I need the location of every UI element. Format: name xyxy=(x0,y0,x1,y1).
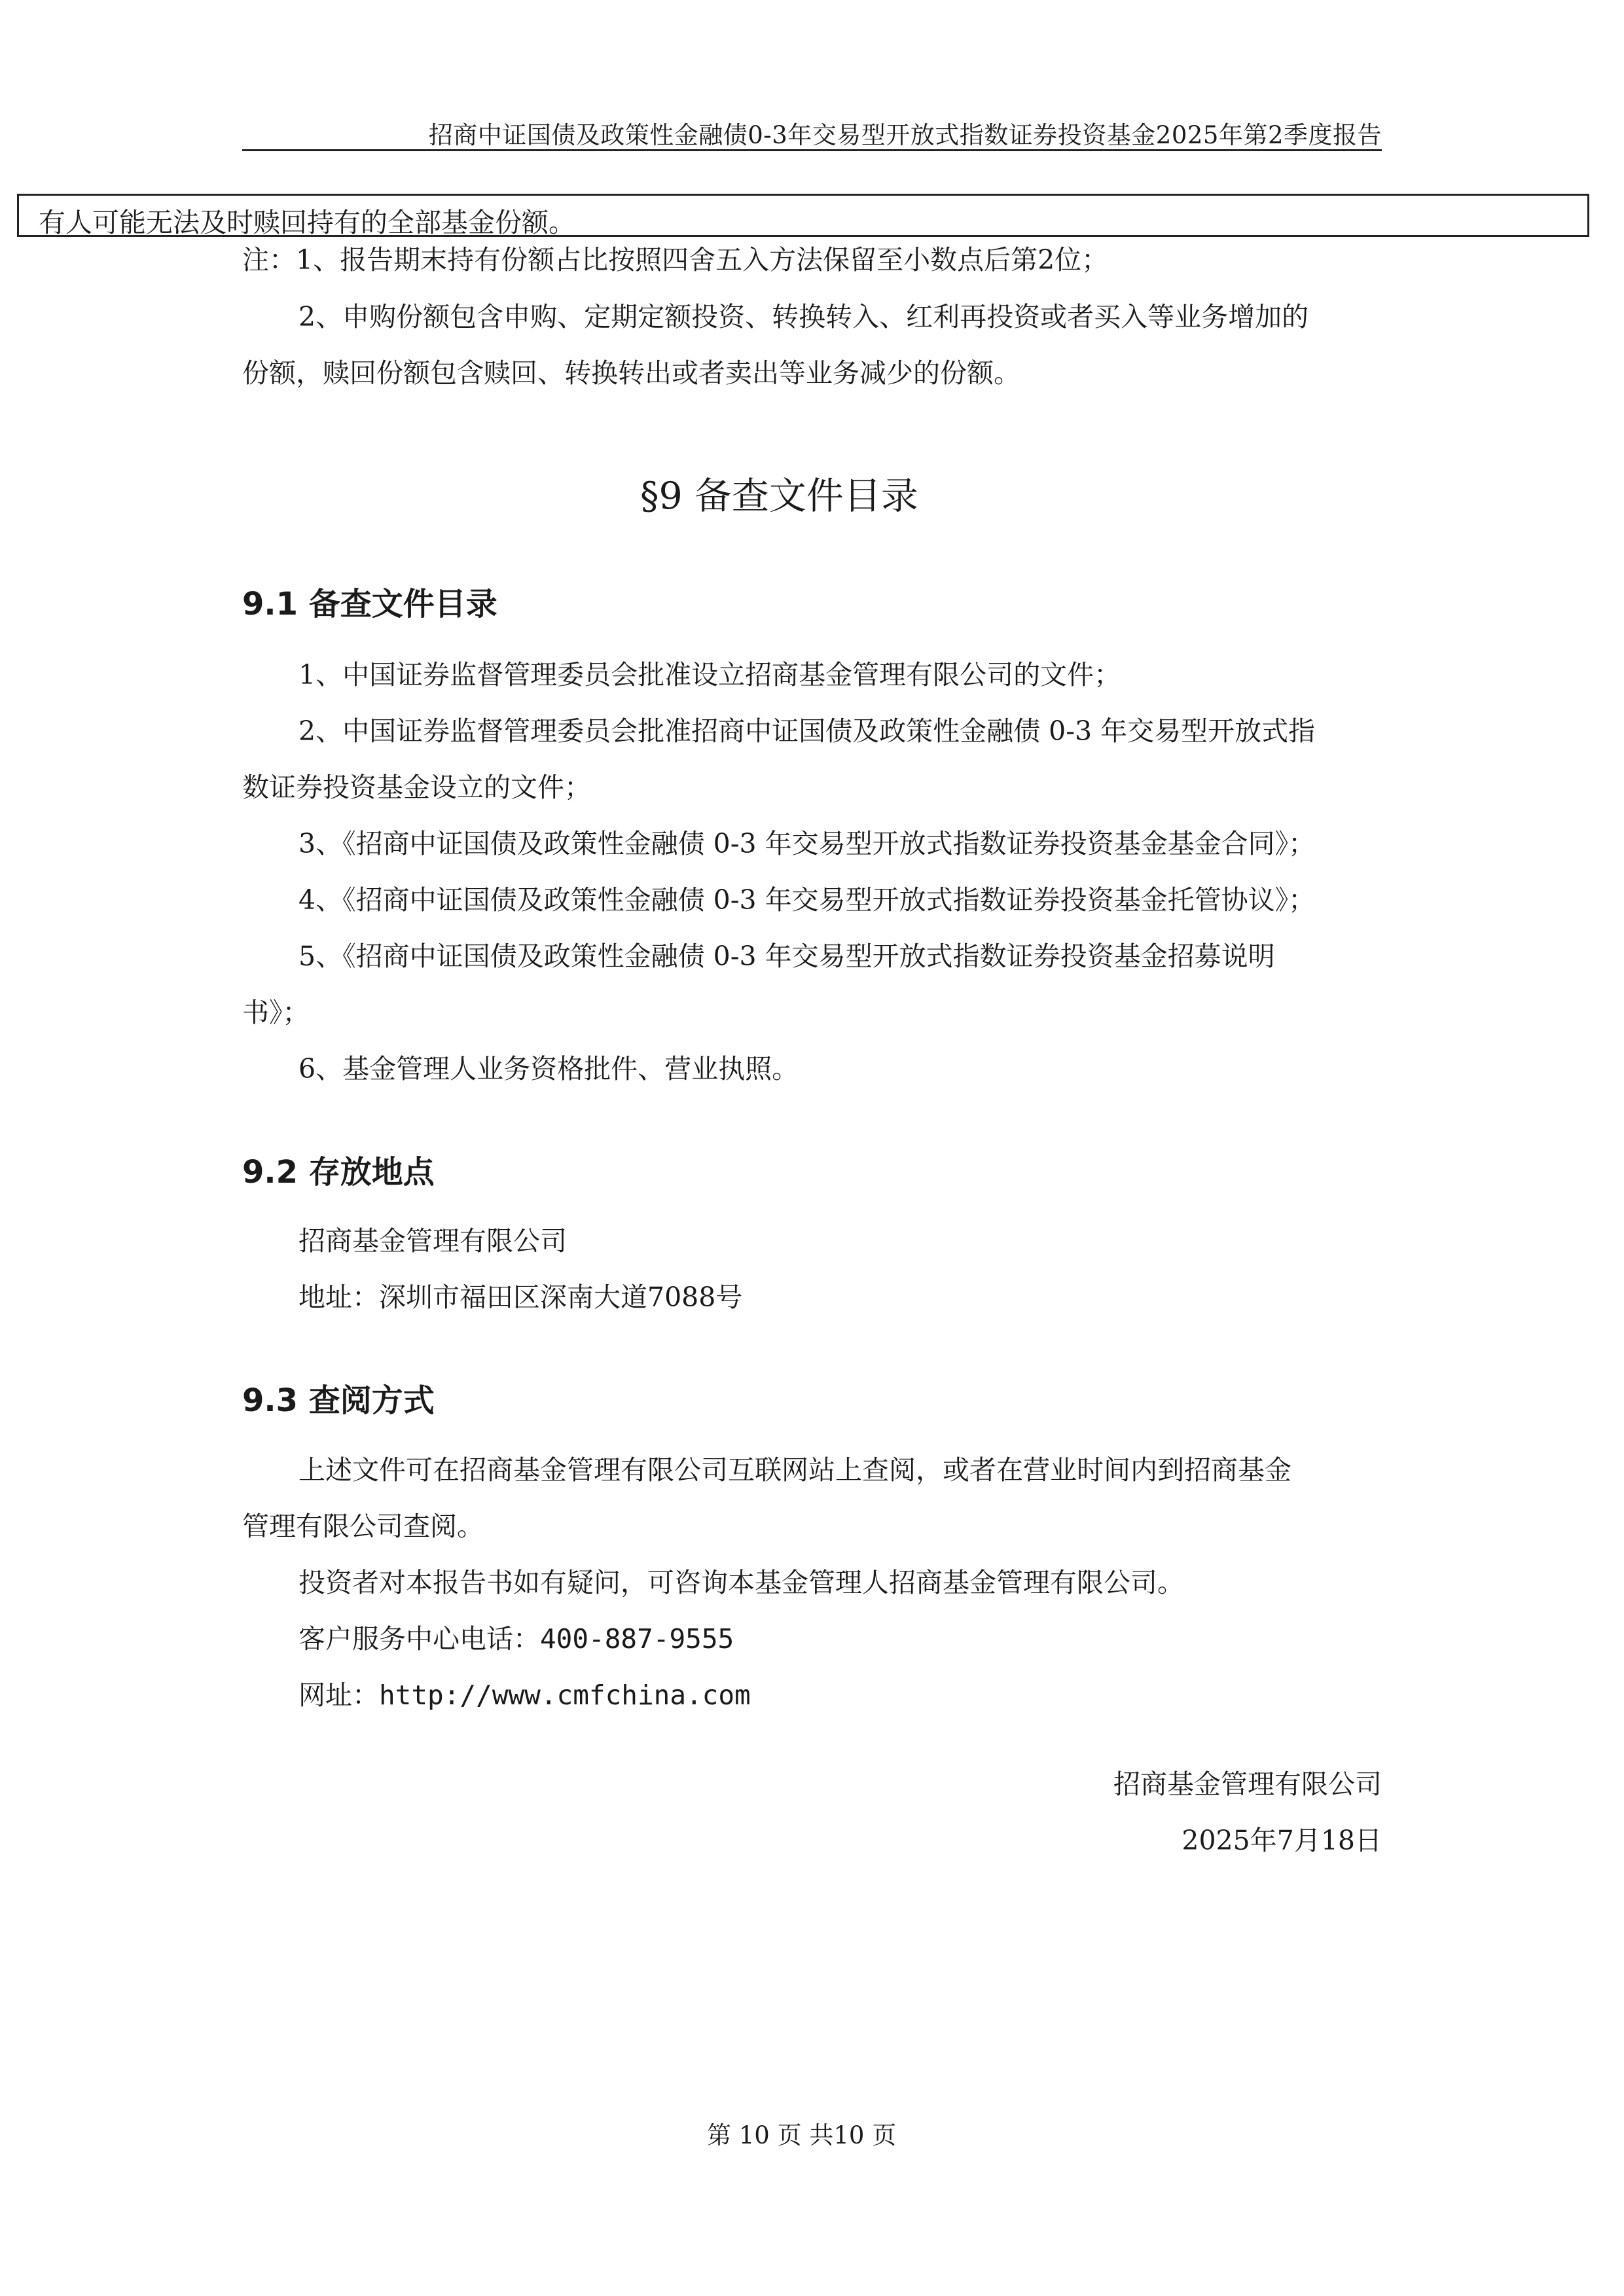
doc-item-5b: 书》； xyxy=(242,997,310,1028)
table-continuation-text: 有人可能无法及时赎回持有的全部基金份额。 xyxy=(39,207,575,238)
signature-date: 2025年7月18日 xyxy=(1182,1825,1382,1856)
subsection-9-2-title: 9.2 存放地点 xyxy=(242,1154,435,1191)
doc-item-3: 3、《招商中证国债及政策性金融债 0-3 年交易型开放式指数证券投资基金基金合同》； xyxy=(298,828,1316,859)
storage-address: 地址：深圳市福田区深南大道7088号 xyxy=(298,1282,743,1313)
subsection-9-1-title: 9.1 备查文件目录 xyxy=(242,586,497,622)
service-phone-label: 客户服务中心电话： xyxy=(298,1623,540,1655)
storage-company: 招商基金管理有限公司 xyxy=(298,1225,567,1257)
page-header-title: 招商中证国债及政策性金融债0-3年交易型开放式指数证券投资基金2025年第2季度报告 xyxy=(428,121,1382,149)
section-9-title: §9 备查文件目录 xyxy=(640,475,918,518)
access-line-1b: 管理有限公司查阅。 xyxy=(242,1511,484,1542)
note-line-1: 注：1、报告期末持有份额占比按照四舍五入方法保留至小数点后第2位； xyxy=(242,244,1109,276)
doc-item-2a: 2、中国证券监督管理委员会批准招商中证国债及政策性金融债 0-3 年交易型开放式指 xyxy=(298,715,1316,747)
website-label: 网址： xyxy=(298,1679,379,1711)
subsection-9-3-title: 9.3 查阅方式 xyxy=(242,1382,435,1419)
page-number: 第 10 页 共10 页 xyxy=(707,2121,897,2149)
signature-company: 招商基金管理有限公司 xyxy=(1113,1768,1382,1800)
doc-item-4: 4、《招商中证国债及政策性金融债 0-3 年交易型开放式指数证券投资基金托管协议》； xyxy=(298,884,1316,916)
doc-item-6: 6、基金管理人业务资格批件、营业执照。 xyxy=(298,1053,799,1085)
header-divider xyxy=(242,149,1382,151)
website-link[interactable]: http://www.cmfchina.com xyxy=(379,1679,751,1711)
service-phone-number: 400-887-9555 xyxy=(540,1623,734,1655)
website xyxy=(298,1679,751,1711)
access-line-1a: 上述文件可在招商基金管理有限公司互联网站上查阅，或者在营业时间内到招商基金 xyxy=(298,1454,1291,1486)
note-line-2b: 份额，赎回份额包含赎回、转换转出或者卖出等业务减少的份额。 xyxy=(242,357,1020,389)
note-line-2a: 2、申购份额包含申购、定期定额投资、转换转入、红利再投资或者买入等业务增加的 xyxy=(298,301,1309,332)
doc-item-5a: 5、《招商中证国债及政策性金融债 0-3 年交易型开放式指数证券投资基金招募说明 xyxy=(298,941,1275,972)
table-continuation-row xyxy=(17,194,1589,237)
access-line-2: 投资者对本报告书如有疑问，可咨询本基金管理人招商基金管理有限公司。 xyxy=(298,1567,1184,1598)
doc-item-2b: 数证券投资基金设立的文件； xyxy=(242,772,591,803)
service-phone xyxy=(298,1623,734,1655)
doc-item-1: 1、中国证券监督管理委员会批准设立招商基金管理有限公司的文件； xyxy=(298,659,1121,691)
